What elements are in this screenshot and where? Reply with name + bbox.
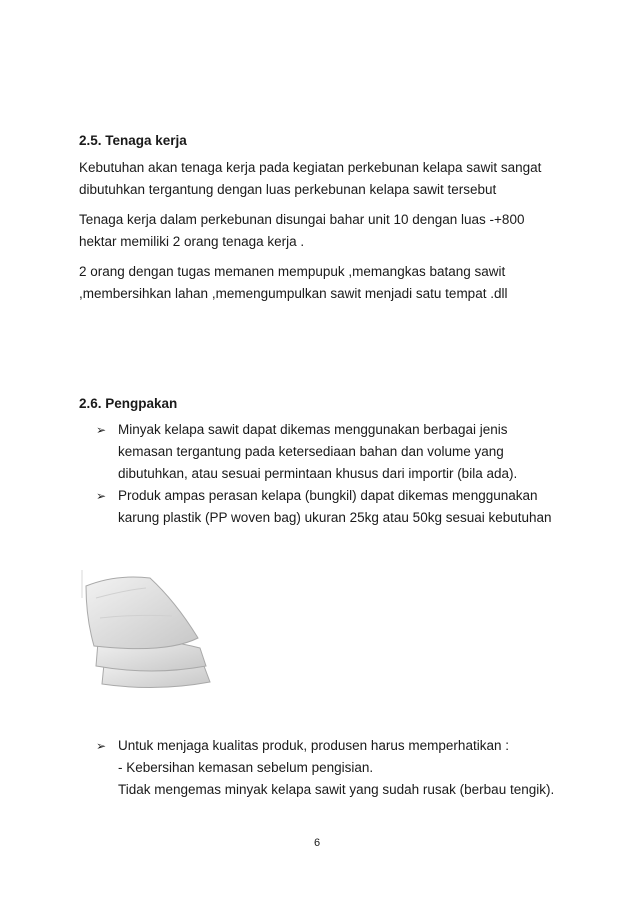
bullet-item-2: ➢ Produk ampas perasan kelapa (bungkil) dapat dikemas menggunakan karung plastik (PP woven bag) ukuran 25kg atau 50kg sesuai kebutuhan [96, 485, 576, 529]
paragraph-2: Tenaga kerja dalam perkebunan disungai bahar unit 10 dengan luas -+800 hektar memiliki 2 orang tenaga kerja . [79, 212, 525, 249]
arrow-bullet-icon: ➢ [96, 489, 107, 503]
page-number: 6 [314, 837, 321, 849]
section-heading-tenaga-kerja: 2.5. Tenaga kerja [79, 133, 187, 148]
bullet-item-1: ➢ Minyak kelapa sawit dapat dikemas menggunakan berbagai jenis kemasan tergantung pada ketersediaan bahan dan volume yang dibutuhkan, atau sesuai permintaan khusus dari importir (bila ada). [96, 419, 576, 485]
bullet-item-3: ➢ Untuk menjaga kualitas produk, produsen harus memperhatikan : - Kebersihan kemasan sebelum pengisian. Tidak mengemas minyak kelapa sawit yang sudah rusak (berbau tengik). [96, 735, 576, 801]
paragraph-3: 2 orang dengan tugas memanen mempupuk ,memangkas batang sawit ,membersihkan lahan ,memengumpulkan sawit menjadi satu tempat .dll [79, 264, 508, 301]
arrow-bullet-icon: ➢ [96, 423, 107, 437]
arrow-bullet-icon: ➢ [96, 739, 107, 753]
section-heading-pengpakan: 2.6. Pengpakan [79, 396, 178, 411]
plastic-sacks-image [76, 568, 216, 692]
paragraph-1: Kebutuhan akan tenaga kerja pada kegiatan perkebunan kelapa sawit sangat dibutuhkan tergantung dengan luas perkebunan kelapa sawit tersebut [79, 160, 542, 197]
